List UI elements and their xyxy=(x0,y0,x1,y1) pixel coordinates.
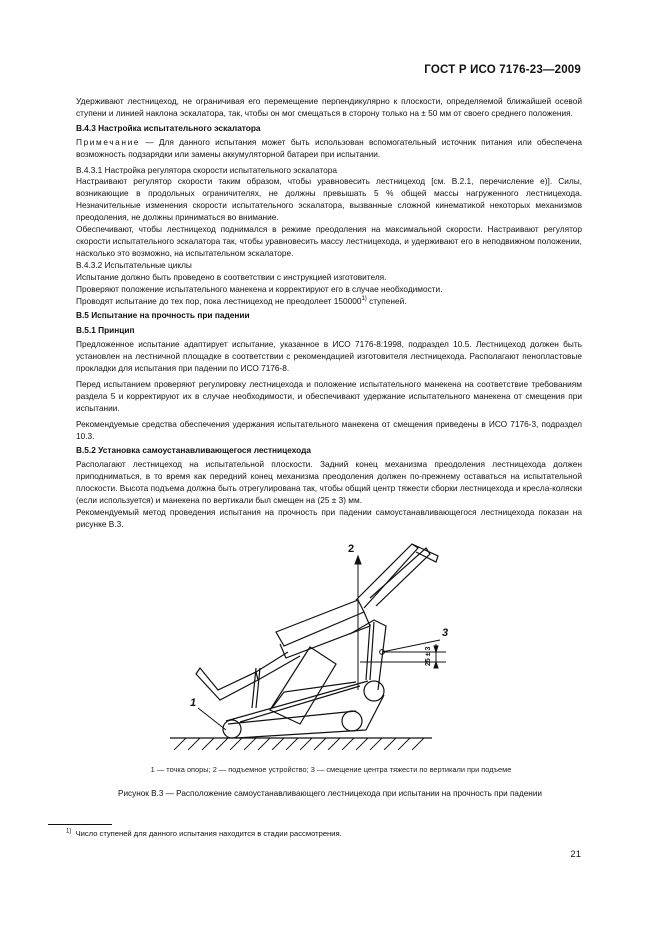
paragraph: Предложенное испытание адаптирует испытание, указанное в ИСО 7176-8:1998, подраздел 10.5. Лестницеход должен быть установлен на лестничной площадке в соответствии с рекомендацией изготовителя лестницехода. Располагают пенопластовые прокладки для испытания при падении по ИСО 7176-8. xyxy=(76,339,582,374)
footrest-strut xyxy=(256,652,300,680)
figure-label-1: 1 xyxy=(190,697,197,709)
dimension-label: 25 ± 3 xyxy=(425,646,432,666)
ground-hatching xyxy=(174,738,424,750)
figure-legend: 1 — точка опоры; 2 — подъемное устройство; 3 — смещение центра тяжести по вертикали при подъеме xyxy=(150,765,512,774)
text-run: ступеней. xyxy=(366,295,407,306)
footnote-mark: 1) xyxy=(66,828,72,835)
paragraph xyxy=(76,296,582,308)
side-strut xyxy=(252,668,260,708)
dim-arrow-icon xyxy=(434,646,438,652)
document-code-header: ГОСТ Р ИСО 7176-23—2009 xyxy=(424,64,581,76)
paragraph: Обеспечивают, чтобы лестницеход поднимался в режиме преодоления на максимальной скорости. Настраивают регулятор скорости испытательного эскалатора так, чтобы уравновесить массу лестницехода, и удерживают его в неподвижном положении, насколько это возможно, на испытательном эскалаторе. xyxy=(76,224,582,258)
section-heading-b43: В.4.3 Настройка испытательного эскалатора xyxy=(76,122,261,133)
climber-track-inner xyxy=(228,686,360,724)
rear-wheel-upper xyxy=(364,681,384,701)
paragraph: Рекомендуемые средства обеспечения удержания испытательного манекена от смещения приведены в ИСО 7176-3, подраздел 10.3. xyxy=(76,418,582,441)
backrest-handle xyxy=(356,544,418,608)
rear-strut xyxy=(366,622,374,680)
paragraph: Перед испытанием проверяют регулировку лестницехода и положение испытательного манекена на соответствие требованиям раздела 5 и корректируют их в случае необходимости, и обеспечивают удержание испытательного манекена от смещения при испытании. xyxy=(76,378,582,413)
dim-arrow-icon xyxy=(434,662,438,668)
section-heading-b51: В.5.1 Принцип xyxy=(76,325,135,336)
note-label: Примечание xyxy=(76,136,141,147)
stair-climber-figure xyxy=(160,540,450,750)
footnote xyxy=(66,829,342,838)
text-run: Проводят испытание до тех пор, пока лестницеход не преодолеет 150000 xyxy=(76,295,362,306)
figure-caption: Рисунок В.3 — Расположение самоустанавливающего лестницехода при испытании на прочность при падении xyxy=(118,789,542,798)
footnote-text: Число ступеней для данного испытания находится в стадии рассмотрения. xyxy=(75,829,342,838)
figure-label-3: 3 xyxy=(442,627,449,639)
wheelchair-seat xyxy=(276,600,364,646)
note-text: — Для данного испытания может быть использован вспомогательный источник питания или обеспечена возможность подзарядки или замены аккумуляторной батареи при испытании. xyxy=(76,136,582,159)
section-heading-b52: В.5.2 Установка самоустанавливающегося лестницехода xyxy=(76,445,312,456)
subsection-heading-b432: В.4.3.2 Испытательные циклы xyxy=(76,259,192,270)
lift-arrow-icon xyxy=(355,556,361,564)
paragraph: Проверяют положение испытательного манекена и корректируют его в случае необходимости. xyxy=(76,283,443,294)
footnote-ref: 1) xyxy=(361,295,367,302)
footnote-divider xyxy=(48,824,112,825)
paragraph: Располагают лестницеход на испытательной плоскости. Задний конец механизма преодоления лестницехода должен приподниматься, в то время как передний конец механизма преодоления должен по-прежнему оставаться на испытательной плоскости. Высота подъема должна быть отрегулирована так, чтобы общий центр тяжести сборки лестницехода и кресла-коляски (если используется) и манекена по вертикали был смещен на (25 ± 3) мм. xyxy=(76,459,582,506)
paragraph: Испытание должно быть проведено в соответствии с инструкцией изготовителя. xyxy=(76,271,387,282)
paragraph: Рекомендуемый метод проведения испытания на прочность при падении самоустанавливающегося лестницехода показан на рисунке В.3. xyxy=(76,507,582,529)
leader-line-1 xyxy=(198,708,226,730)
subsection-heading-b431: В.4.3.1 Настройка регулятора скорости испытательного эскалатора xyxy=(76,164,337,175)
page-number: 21 xyxy=(570,849,581,860)
section-heading-b5: В.5 Испытание на прочность при падении xyxy=(76,310,250,321)
wheelchair-seat-base xyxy=(280,612,370,658)
climber-frame xyxy=(270,647,336,724)
figure-label-2: 2 xyxy=(348,543,355,555)
paragraph: Удерживают лестницеход, не ограничивая его перемещение перпендикулярно к плоскости, определяемой ближайшей осевой ступени и линией наклона эскалатора, так, чтобы он мог смещаться в сторону только на ± 50 мм от своего среднего положения. xyxy=(76,96,582,118)
rear-wheel xyxy=(342,711,362,731)
note-paragraph xyxy=(76,137,582,161)
paragraph: Настраивают регулятор скорости таким образом, чтобы уравновесить лестницеход [см. В.2.1, перечисление е)]. Силы, возникающие в продольных ограничителях, не должны превышать 5 % общей массы нагруженного лестницехода. Незначительные изменения скорости испытательного эскалатора, вызванные сложной кинематикой некоторых механизмов преодоления, не должны приниматься во внимание. xyxy=(76,176,582,223)
footrest xyxy=(196,668,258,700)
page-body xyxy=(76,96,582,531)
